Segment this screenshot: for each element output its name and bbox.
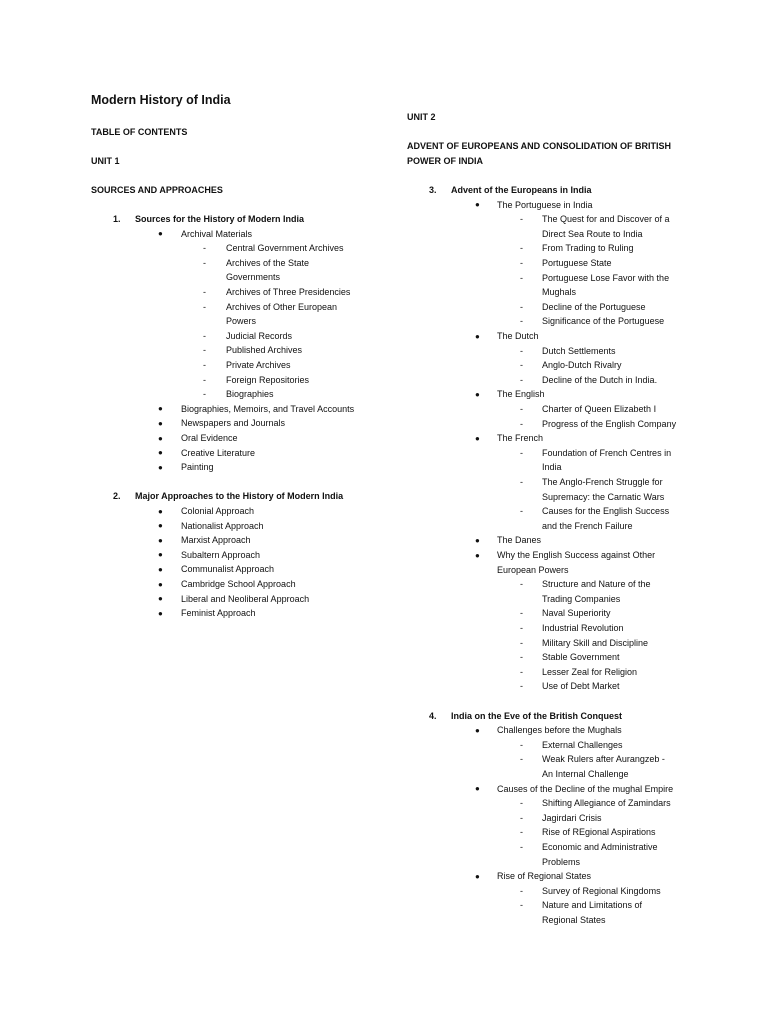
- bullet-icon: ●: [475, 535, 480, 545]
- dash-icon: -: [520, 608, 523, 619]
- bullet-icon: ●: [475, 200, 480, 210]
- dash-icon: -: [520, 345, 523, 356]
- bullet-item: Rise of Regional States: [497, 871, 592, 882]
- bullet-item: The French: [497, 433, 544, 444]
- bullet-icon: ●: [158, 229, 163, 239]
- bullet-item: Communalist Approach: [181, 564, 275, 575]
- dash-icon: -: [520, 447, 523, 458]
- sub-item: Naval Superiority: [542, 608, 611, 619]
- sub-item: Dutch Settlements: [542, 345, 616, 356]
- sub-item: Archives of Three Presidencies: [226, 287, 351, 297]
- bullet-item: Marxist Approach: [181, 535, 251, 546]
- sub-item: Economic and Administrative: [542, 842, 658, 852]
- bullet-item: Challenges before the Mughals: [497, 725, 622, 736]
- dash-icon: -: [520, 798, 523, 809]
- section-number: 1.: [113, 214, 121, 224]
- bullet-item: Liberal and Neoliberal Approach: [181, 593, 310, 604]
- dash-icon: -: [203, 257, 206, 268]
- section-number: 4.: [429, 710, 437, 721]
- sub-item: Decline of the Dutch in India.: [542, 374, 658, 385]
- bullet-item: Oral Evidence: [181, 433, 238, 443]
- sub-item: Governments: [226, 272, 281, 283]
- dash-icon: -: [520, 272, 523, 283]
- bullet-item: Newspapers and Journals: [181, 418, 286, 429]
- dash-icon: -: [520, 374, 523, 385]
- dash-icon: -: [520, 316, 523, 327]
- sub-item: Decline of the Portuguese: [542, 301, 646, 312]
- dash-icon: -: [520, 637, 523, 648]
- dash-icon: -: [203, 243, 206, 254]
- dash-icon: -: [520, 739, 523, 750]
- bullet-item: Cambridge School Approach: [181, 579, 296, 589]
- bullet-icon: ●: [475, 725, 480, 735]
- bullet-item: Painting: [181, 462, 214, 473]
- sub-item: Weak Rulers after Aurangzeb -: [542, 754, 665, 765]
- bullet-item: Biographies, Memoirs, and Travel Accounts: [181, 403, 355, 414]
- dash-icon: -: [520, 301, 523, 312]
- sub-item: Regional States: [542, 915, 606, 925]
- section-title: Advent of the Europeans in India: [451, 185, 592, 195]
- unit2-label: UNIT 2: [407, 112, 436, 122]
- sub-item: Industrial Revolution: [542, 623, 624, 633]
- sub-item: The Anglo-French Struggle for: [542, 477, 663, 487]
- bullet-item: Nationalist Approach: [181, 520, 264, 531]
- bullet-icon: ●: [475, 550, 480, 560]
- sub-item: Portuguese State: [542, 258, 612, 268]
- dash-icon: -: [520, 579, 523, 590]
- dash-icon: -: [203, 374, 206, 385]
- bullet-item: The Portuguese in India: [497, 199, 593, 210]
- sub-item: Private Archives: [226, 360, 291, 370]
- dash-icon: -: [520, 827, 523, 838]
- dash-icon: -: [203, 360, 206, 370]
- section-title: India on the Eve of the British Conquest: [451, 710, 623, 721]
- bullet-item: Causes of the Decline of the mughal Empire: [497, 783, 674, 794]
- sub-item: Supremacy: the Carnatic Wars: [542, 491, 665, 502]
- sub-item: Powers: [226, 316, 257, 327]
- sub-item: Significance of the Portuguese: [542, 316, 665, 327]
- dash-icon: -: [520, 681, 523, 692]
- bullet-item-cont: European Powers: [497, 564, 569, 575]
- dash-icon: -: [520, 214, 523, 225]
- bullet-icon: ●: [158, 579, 163, 589]
- bullet-item: Colonial Approach: [181, 506, 255, 516]
- sub-item: Problems: [542, 856, 581, 867]
- section-title: Major Approaches to the History of Modern India: [135, 491, 344, 502]
- sub-item: Judicial Records: [226, 330, 293, 341]
- dash-icon: -: [520, 243, 523, 254]
- unit1-heading: SOURCES AND APPROACHES: [91, 185, 223, 195]
- bullet-icon: ●: [158, 608, 163, 618]
- bullet-icon: ●: [158, 550, 163, 560]
- sub-item: Shifting Allegiance of Zamindars: [542, 798, 671, 809]
- dash-icon: -: [203, 330, 206, 341]
- sub-item: Archives of Other European: [226, 301, 338, 312]
- unit1-label: UNIT 1: [91, 156, 120, 166]
- sub-item: Anglo-Dutch Rivalry: [542, 360, 622, 371]
- unit2-heading-line1: ADVENT OF EUROPEANS AND CONSOLIDATION OF BRITISH: [407, 141, 672, 151]
- sub-item: Foundation of French Centres in: [542, 447, 672, 458]
- bullet-item: Why the English Success against Other: [497, 550, 656, 560]
- bullet-icon: ●: [158, 506, 163, 516]
- sub-item: Mughals: [542, 287, 577, 298]
- sub-item: Published Archives: [226, 345, 303, 356]
- bullet-item: The Dutch: [497, 331, 539, 341]
- dash-icon: -: [203, 301, 206, 312]
- dash-icon: -: [520, 404, 523, 414]
- bullet-icon: ●: [475, 871, 480, 881]
- dash-icon: -: [520, 506, 523, 517]
- sub-item: Survey of Regional Kingdoms: [542, 885, 661, 896]
- dash-icon: -: [520, 812, 523, 823]
- sub-item: Trading Companies: [542, 593, 621, 604]
- bullet-icon: ●: [158, 594, 163, 604]
- sub-item: Progress of the English Company: [542, 418, 677, 429]
- bullet-item: Subaltern Approach: [181, 549, 261, 560]
- section-number: 3.: [429, 185, 437, 195]
- toc-label: TABLE OF CONTENTS: [91, 127, 188, 137]
- sub-item: Direct Sea Route to India: [542, 228, 643, 239]
- section-title: Sources for the History of Modern India: [135, 214, 305, 224]
- bullet-icon: ●: [158, 521, 163, 531]
- sub-item: External Challenges: [542, 739, 623, 750]
- bullet-icon: ●: [158, 448, 163, 458]
- sub-item: Rise of REgional Aspirations: [542, 827, 656, 838]
- dash-icon: -: [520, 900, 523, 911]
- bullet-icon: ●: [158, 433, 163, 443]
- bullet-icon: ●: [475, 331, 480, 341]
- dash-icon: -: [203, 389, 206, 400]
- bullet-icon: ●: [475, 433, 480, 443]
- document-title: Modern History of India: [91, 93, 231, 107]
- dash-icon: -: [203, 287, 206, 297]
- dash-icon: -: [520, 360, 523, 371]
- bullet-item: Feminist Approach: [181, 608, 256, 619]
- sub-item: Nature and Limitations of: [542, 900, 643, 911]
- sub-item: India: [542, 462, 562, 473]
- bullet-item: Creative Literature: [181, 447, 256, 458]
- dash-icon: -: [520, 258, 523, 268]
- bullet-item: The English: [497, 389, 545, 400]
- sub-item: The Quest for and Discover of a: [542, 214, 670, 225]
- dash-icon: -: [203, 345, 206, 356]
- bullet-icon: ●: [475, 389, 480, 399]
- sub-item: Lesser Zeal for Religion: [542, 666, 638, 677]
- sub-item: Structure and Nature of the: [542, 579, 651, 590]
- sub-item: Central Government Archives: [226, 243, 344, 254]
- sub-item: Stable Government: [542, 652, 620, 663]
- dash-icon: -: [520, 842, 523, 852]
- sub-item: Causes for the English Success: [542, 506, 670, 517]
- dash-icon: -: [520, 754, 523, 765]
- sub-item: Jagirdari Crisis: [542, 812, 602, 823]
- bullet-icon: ●: [158, 418, 163, 428]
- bullet-item: The Danes: [497, 535, 542, 546]
- dash-icon: -: [520, 666, 523, 677]
- sub-item: An Internal Challenge: [542, 769, 629, 779]
- unit2-heading-line2: POWER OF INDIA: [407, 156, 483, 166]
- sub-item: Use of Debt Market: [542, 681, 620, 692]
- sub-item: Charter of Queen Elizabeth I: [542, 404, 657, 414]
- dash-icon: -: [520, 477, 523, 487]
- bullet-icon: ●: [158, 535, 163, 545]
- section-number: 2.: [113, 491, 121, 502]
- dash-icon: -: [520, 418, 523, 429]
- sub-item: Portuguese Lose Favor with the: [542, 272, 670, 283]
- dash-icon: -: [520, 652, 523, 663]
- sub-item: Biographies: [226, 389, 274, 400]
- bullet-icon: ●: [475, 784, 480, 794]
- bullet-icon: ●: [158, 564, 163, 574]
- dash-icon: -: [520, 885, 523, 896]
- sub-item: Archives of the State: [226, 257, 310, 268]
- bullet-icon: ●: [158, 462, 163, 472]
- sub-item: and the French Failure: [542, 520, 633, 531]
- bullet-icon: ●: [158, 404, 163, 414]
- sub-item: Foreign Repositories: [226, 374, 310, 385]
- dash-icon: -: [520, 623, 523, 633]
- bullet-item: Archival Materials: [181, 228, 253, 239]
- sub-item: Military Skill and Discipline: [542, 637, 649, 648]
- sub-item: From Trading to Ruling: [542, 243, 634, 254]
